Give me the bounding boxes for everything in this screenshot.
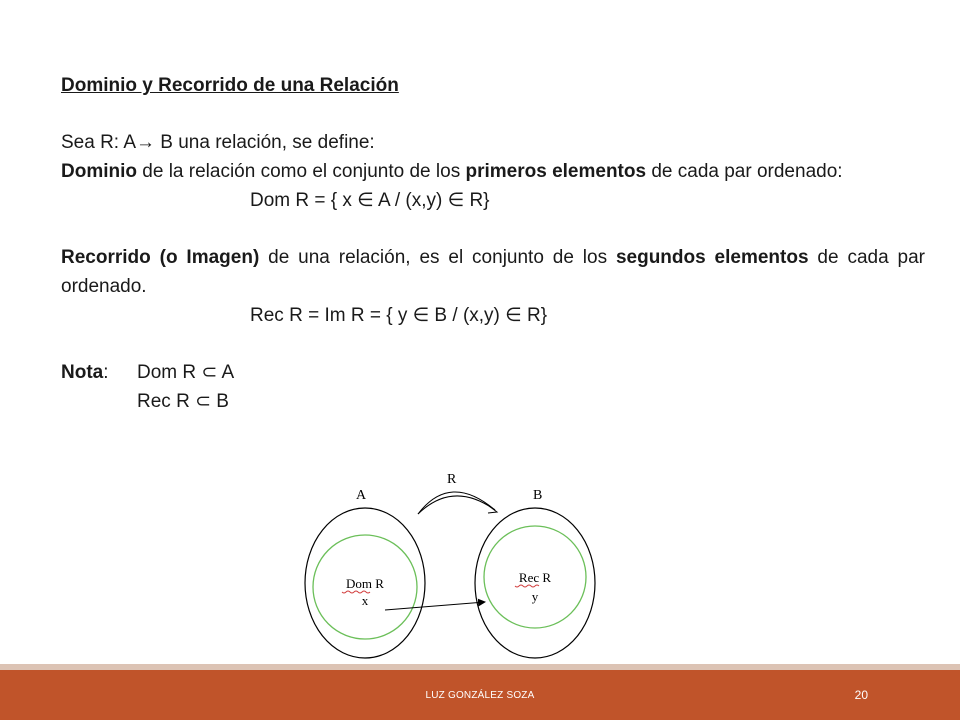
nota-rec-subset: Rec R ⊂ B — [137, 391, 229, 412]
relation-diagram — [290, 462, 630, 662]
page-number: 20 — [854, 688, 868, 702]
nota-dom-subset: Dom R ⊂ A — [137, 362, 235, 383]
dominio-term: Dominio — [61, 161, 137, 182]
recorrido-term: Recorrido (o Imagen) — [61, 247, 260, 268]
relation-curved-arrow-inner — [418, 496, 495, 514]
rec-element: y — [531, 589, 539, 604]
recorrido-definition — [61, 243, 925, 301]
arrow-icon: → — [136, 132, 155, 153]
dominio-text-1: de la relación como el conjunto de los — [137, 161, 466, 182]
nota-line-1 — [61, 358, 925, 387]
intro-line — [61, 128, 925, 157]
intro-prefix: Sea R: A — [61, 132, 136, 153]
slide-title — [61, 71, 925, 100]
recorrido-emphasis: segundos elementos — [615, 247, 809, 268]
relation-label: R — [447, 472, 457, 487]
nota-label-wrap — [61, 358, 137, 387]
set-a-label: A — [356, 488, 367, 503]
element-mapping-arrow — [385, 602, 485, 610]
nota-colon: : — [103, 362, 109, 383]
dom-element: x — [361, 593, 369, 608]
recorrido-formula: Rec R = Im R = { y ∈ B / (x,y) ∈ R} — [250, 305, 548, 326]
dominio-emphasis: primeros elementos — [465, 161, 647, 182]
slide-content — [61, 71, 925, 416]
recorrido-text-1: de una relación, es el conjunto de los — [259, 247, 616, 268]
set-b-label: B — [533, 488, 543, 503]
relation-arrow-head — [488, 506, 497, 513]
dominio-formula: Dom R = { x ∈ A / (x,y) ∈ R} — [250, 190, 490, 211]
dominio-text-2: de cada par ordenado: — [646, 161, 843, 182]
nota-line-2 — [61, 387, 925, 416]
rec-spell-underline — [515, 585, 539, 587]
slide-title-text: Dominio y Recorrido de una Relación — [61, 75, 399, 96]
nota-label: Nota — [61, 362, 104, 383]
dominio-definition — [61, 157, 925, 186]
intro-suffix: B una relación, se define: — [155, 132, 375, 153]
rec-label: Rec R — [518, 570, 552, 585]
dom-label: Dom R — [346, 576, 384, 591]
footer-author: LUZ GONZÁLEZ SOZA — [425, 690, 535, 701]
recorrido-text-2: de cada par ordenado. — [61, 247, 925, 297]
